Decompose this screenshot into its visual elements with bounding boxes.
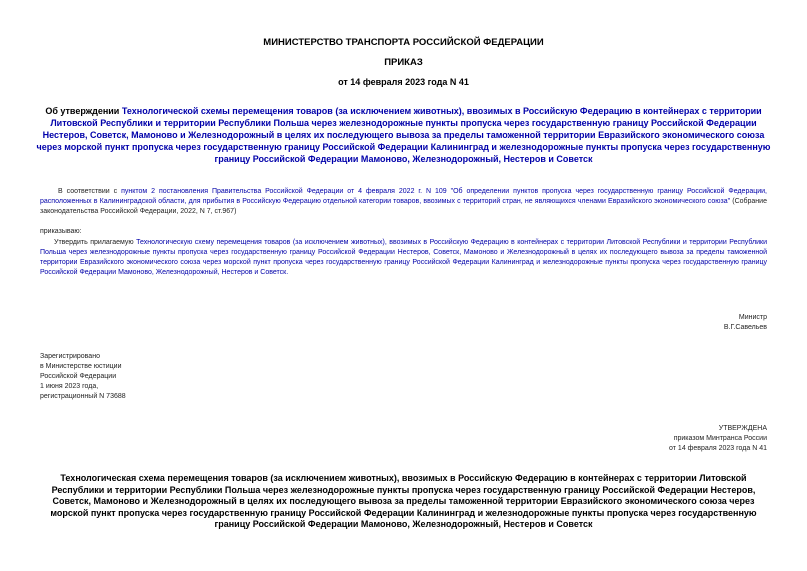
preamble-suffix: (Собрание законодательства Российской Федерации, 2022, N 7, ст.967) [40,198,767,215]
government-decree-link[interactable]: пунктом 2 постановления Правительства Российской Федерации от 4 февраля 2022 г. N 109 "Об определении пунктов пропуска через государственную границу Российской Федерации, расположенных в Калининградской области, для прибытия в Российскую Федерацию отдельной категории товаров, ввозимых с территорий стран, не являющихся членами Евразийского экономического союза" [40,188,768,205]
approval-line: от 14 февраля 2023 года N 41 [669,445,767,452]
approved-scheme-link[interactable]: Технологическую схему перемещения товаров (за исключением животных), ввозимых в Российскую Федерацию в контейнерах с территории Литовской Республики и территории Республики Польша через железнодорожные пункты пропуска через государственную границу Российской Федерации Нестеров, Советск, Мамоново и Железнодорожный в целях их последующего вывоза за пределы таможенной территории Евразийского экономического союза через морской пункт пропуска через государственную границу Российской Федерации Калининград и железнодорожные пункты пропуска через государственную границу Российской Федерации Мамоново, Железнодорожный, Нестеров и Советск. [40,239,767,276]
approve-prefix: Утвердить прилагаемую [54,239,137,246]
registration-line: 1 июня 2023 года, [40,383,99,390]
approve-paragraph [40,238,767,278]
preamble-paragraph [40,187,767,217]
registration-line: регистрационный N 73688 [40,393,126,400]
approval-line: приказом Минтранса России [673,435,767,442]
signature-block [724,313,767,333]
preamble-prefix: В соответствии с [58,188,122,195]
heading-scheme-link[interactable]: Технологической схемы перемещения товаров (за исключением животных), ввозимых в Российскую Федерацию в контейнерах с территории Литовской Республики и территории Республики Польша через железнодорожные пункты пропуска через государственную границу Российской Федерации Нестеров, Советск, Мамоново и Железнодорожный в целях их последующего вывоза за пределы таможенной территории Евразийского экономического союза через морской пункт пропуска через государственную границу Российской Федерации Калининград и железнодорожные пункты пропуска через государственную границу Российской Федерации Мамоново, Железнодорожный, Нестеров и Советск [36,106,771,164]
scheme-title: Технологическая схема перемещения товаров (за исключением животных), ввозимых в Российскую Федерацию в контейнерах с территории Литовской Республики и территории Республики Польша через железнодорожные пункты пропуска через государственную границу Российской Федерации Нестеров, Советск, Мамоново и Железнодорожный в целях их последующего вывоза за пределы таможенной территории Евразийского экономического союза через морской пункт пропуска через государственную границу Российской Федерации Калининград и железнодорожные пункты пропуска через государственную границу Российской Федерации Мамоново, Железнодорожный, Нестеров и Советск [50,473,757,529]
approval-line: УТВЕРЖДЕНА [718,425,767,432]
registration-line: Российской Федерации [40,373,117,380]
order-heading [30,105,777,165]
registration-block [40,352,126,402]
signatory-position: Министр [738,314,767,321]
signatory-name: В.Г.Савельев [723,324,767,331]
registration-line: в Министерстве юстиции [40,363,122,370]
ministry-name: МИНИСТЕРСТВО ТРАНСПОРТА РОССИЙСКОЙ ФЕДЕРАЦИИ [263,37,544,48]
heading-prefix: Об утверждении [45,106,122,116]
registration-line: Зарегистрировано [40,353,100,360]
order-label: ПРИКАЗ [384,57,423,68]
order-date: от 14 февраля 2023 года N 41 [338,77,469,87]
approval-block [669,424,767,454]
order-verb: приказываю: [40,228,82,235]
